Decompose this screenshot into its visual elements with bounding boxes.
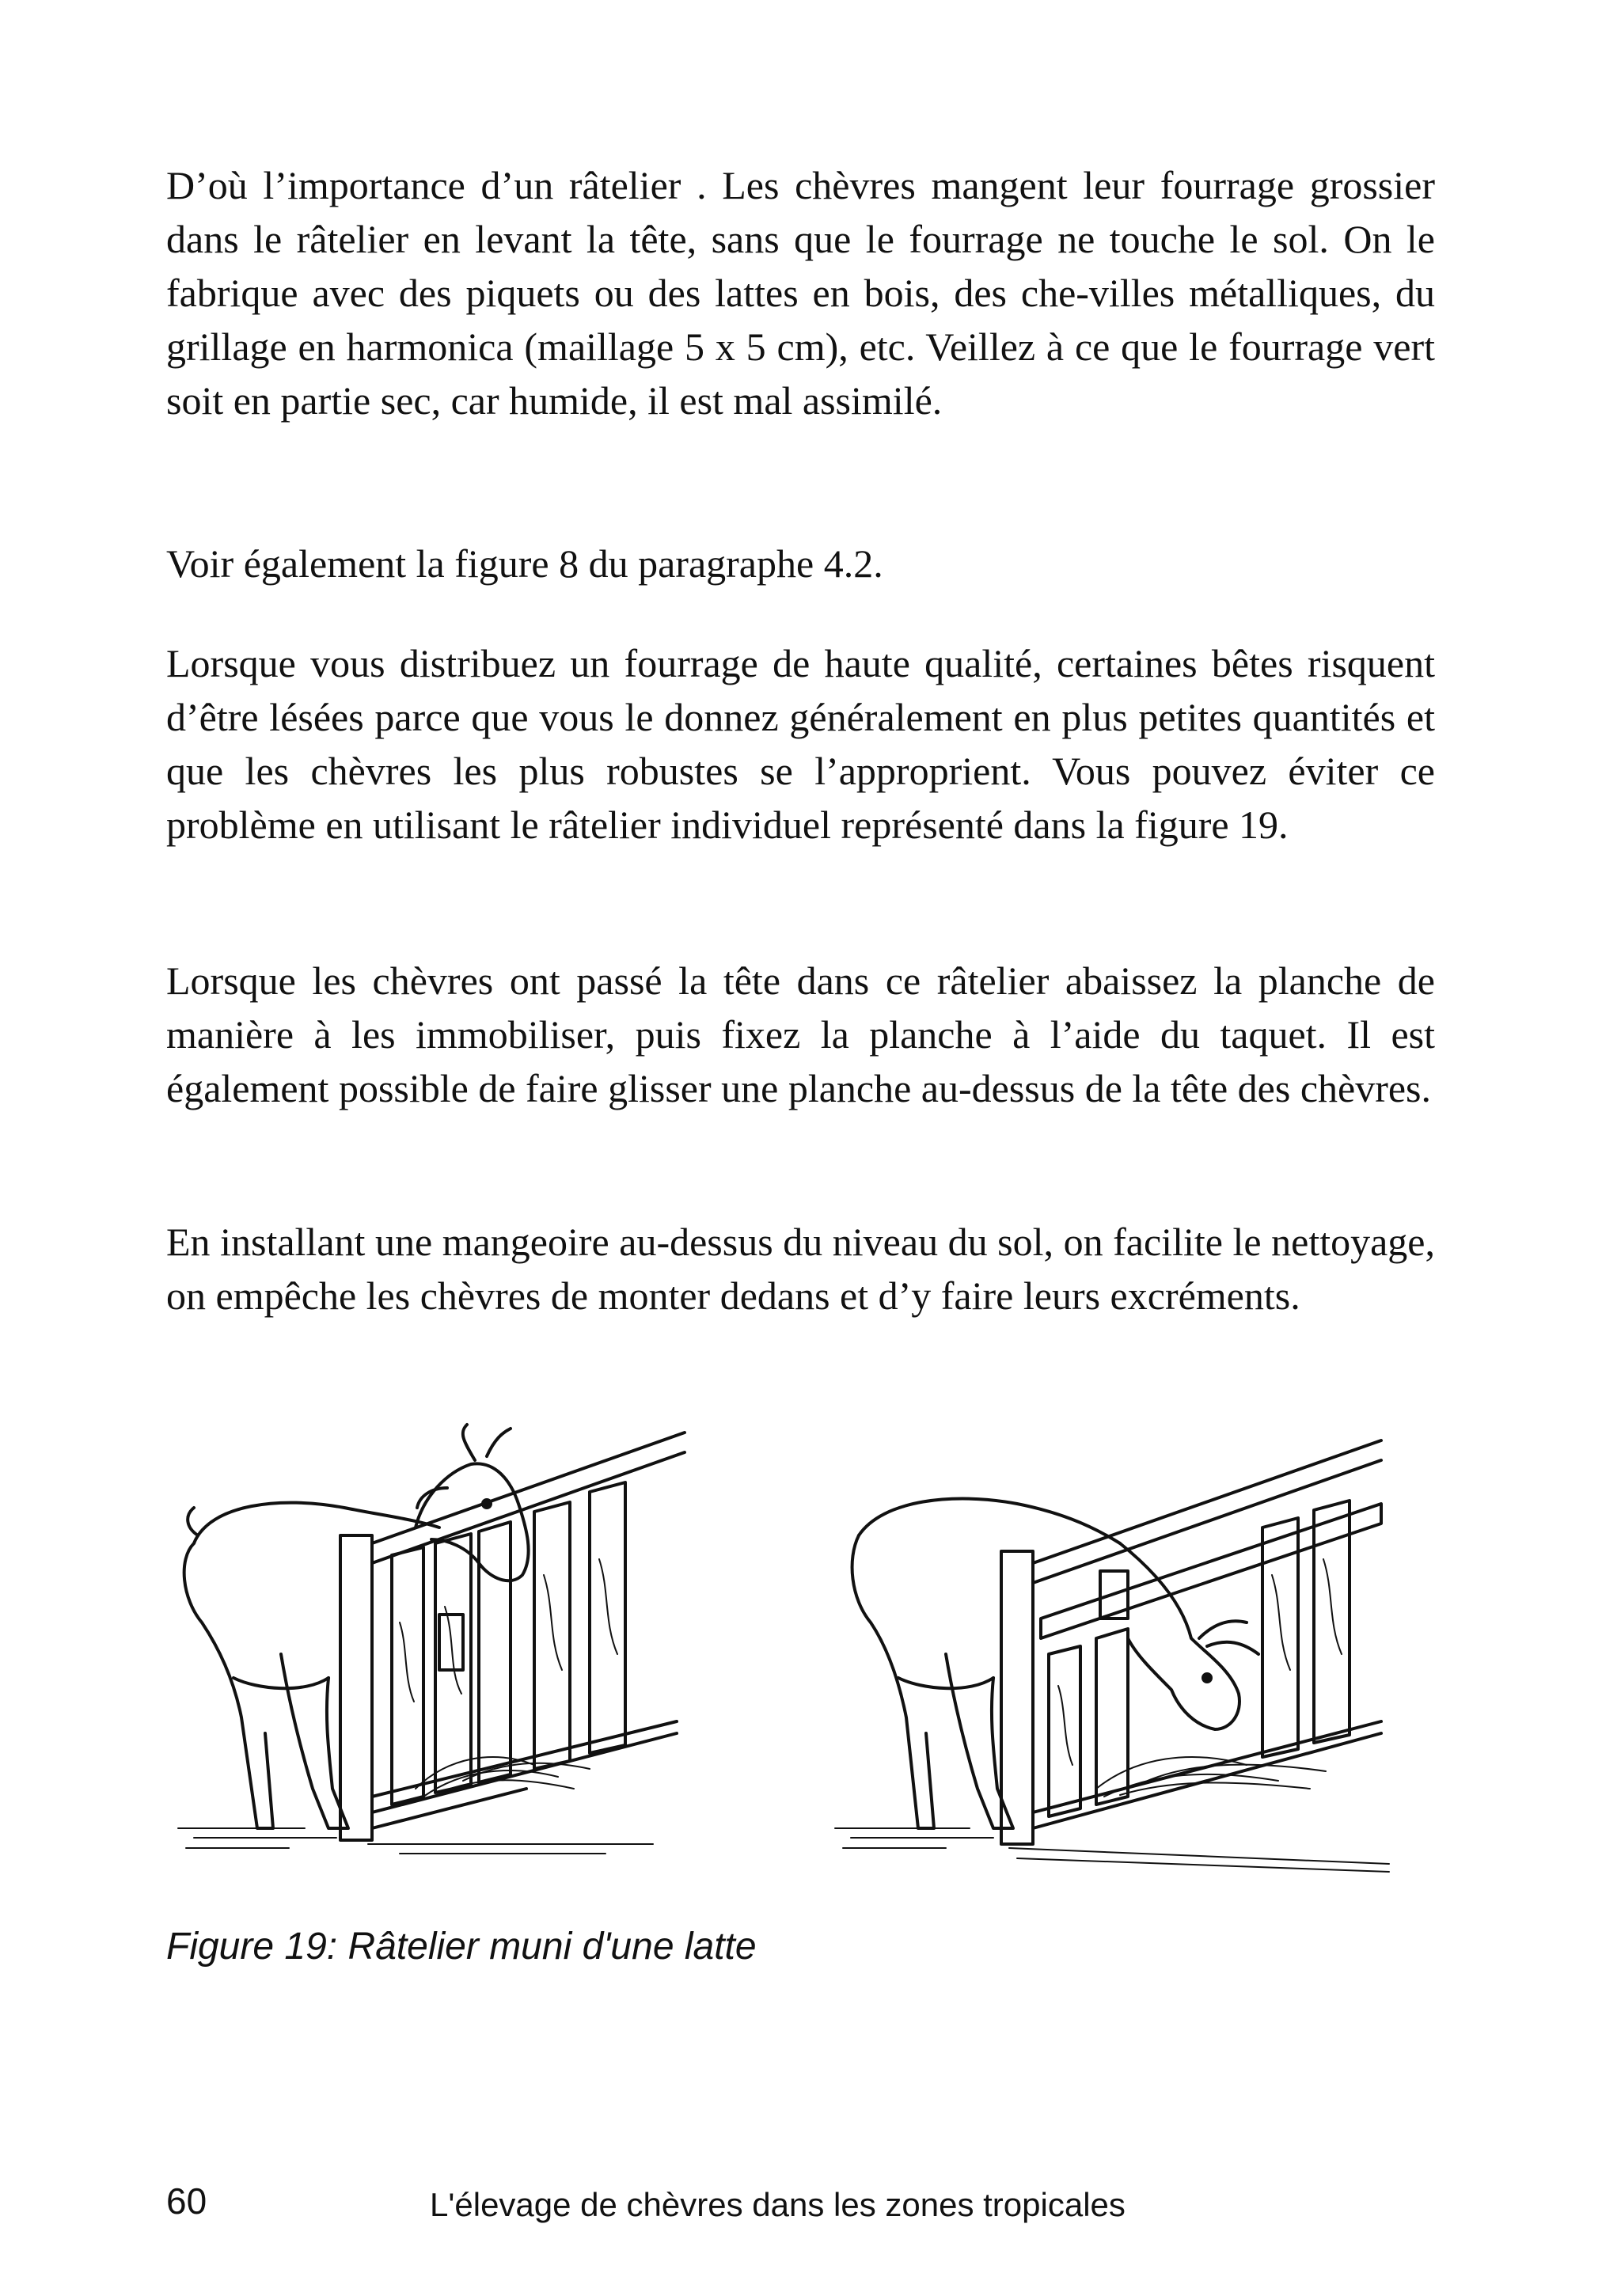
goat-feeder-illustration-right	[835, 1440, 1389, 1872]
paragraph-see-also: Voir également la figure 8 du paragraphe 4.2.	[166, 541, 883, 586]
paragraph-hay-rack: D’où l’importance d’un râtelier . Les chèvres mangent leur fourrage grossier dans le râtelier en levant la tête, sans que le fourrage ne touche le sol. On le fabrique avec des piquets ou des lattes en bois, des che-villes métalliques, du grillage en harmonica (maillage 5 x 5 cm), etc. Veillez à ce que le fourrage vert soit en partie sec, car humide, il est mal assimilé.	[166, 163, 1435, 423]
goat-feeder-illustration-left	[178, 1425, 685, 1854]
footer-book-title: L'élevage de chèvres dans les zones tropicales	[430, 2186, 1126, 2223]
figure-caption: Figure 19: Râtelier muni d'une latte	[166, 1926, 757, 1968]
paragraph-high-quality-fodder: Lorsque vous distribuez un fourrage de haute qualité, certaines bêtes risquent d’être lésées parce que vous le donnez généralement en plus petites quantités et que les chèvres les plus robustes se l’approprient. Vous pouvez éviter ce problème en utilisant le râtelier individuel représenté dans la figure 19.	[166, 641, 1435, 847]
paragraph-raised-trough: En installant une mangeoire au-dessus du niveau du sol, on facilite le nettoyage, on empêche les chèvres de monter dedans et d’y faire leurs excréments.	[166, 1220, 1435, 1318]
paragraph-lock-plank: Lorsque les chèvres ont passé la tête dans ce râtelier abaissez la planche de manière à les immobiliser, puis fixez la planche à l’aide du taquet. Il est également possible de faire glisser une planche au-dessus de la tête des chèvres.	[166, 958, 1435, 1110]
figure-19	[162, 1417, 1468, 1876]
page-number: 60	[166, 2180, 207, 2222]
